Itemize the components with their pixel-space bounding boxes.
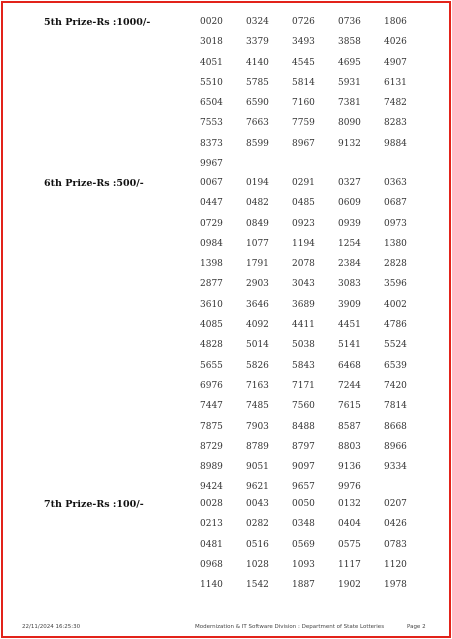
ticket-number: 8989	[200, 462, 223, 473]
ticket-number: 7163	[246, 380, 269, 391]
ticket-number: 4085	[200, 320, 223, 331]
ticket-number: 7759	[292, 118, 315, 129]
ticket-number: 8373	[200, 138, 223, 149]
ticket-number: 9334	[384, 462, 407, 473]
ticket-number: 6504	[200, 98, 223, 109]
ticket-number: 4786	[384, 320, 407, 331]
ticket-number: 0132	[338, 499, 361, 509]
ticket-number: 5814	[292, 77, 315, 88]
ticket-number: 0968	[200, 559, 223, 570]
ticket-number: 5510	[200, 77, 223, 88]
ticket-number: 5931	[338, 77, 361, 88]
ticket-number: 6131	[384, 77, 407, 88]
ticket-number: 7903	[246, 421, 269, 432]
ticket-number: 0426	[384, 519, 407, 530]
ticket-number: 4451	[338, 320, 361, 331]
ticket-number: 0609	[338, 198, 361, 209]
ticket-number: 8966	[384, 441, 407, 452]
ticket-number: 8599	[246, 138, 269, 149]
ticket-number: 8797	[292, 441, 315, 452]
ticket-number: 3646	[246, 299, 269, 310]
ticket-number: 0067	[200, 178, 223, 188]
ticket-number: 0575	[338, 539, 361, 550]
ticket-number: 3493	[292, 37, 315, 48]
ticket-number: 1978	[384, 580, 407, 591]
ticket-number: 1077	[246, 238, 269, 249]
ticket-number: 7615	[338, 401, 361, 412]
ticket-number: 5524	[384, 340, 407, 351]
ticket-number: 7814	[384, 401, 407, 412]
ticket-number: 0404	[338, 519, 361, 530]
ticket-number: 3596	[384, 279, 407, 290]
ticket-number: 7482	[384, 98, 407, 109]
ticket-number: 0050	[292, 499, 315, 509]
ticket-number: 9884	[384, 138, 407, 149]
ticket-number: 0939	[338, 218, 361, 229]
ticket-number: 8587	[338, 421, 361, 432]
ticket-number: 5826	[246, 360, 269, 371]
sixth-prize-numbers	[200, 178, 430, 503]
ticket-number: 1791	[246, 259, 269, 270]
ticket-number: 0363	[384, 178, 407, 188]
ticket-number: 1028	[246, 559, 269, 570]
ticket-number: 5014	[246, 340, 269, 351]
ticket-number: 7420	[384, 380, 407, 391]
ticket-number: 7447	[200, 401, 223, 412]
ticket-number: 0481	[200, 539, 223, 550]
ticket-number: 8488	[292, 421, 315, 432]
footer-datetime: 22/11/2024 16:25:30	[22, 624, 81, 630]
ticket-number: 7381	[338, 98, 361, 109]
ticket-number: 8789	[246, 441, 269, 452]
ticket-number: 1117	[338, 559, 361, 570]
ticket-number: 8967	[292, 138, 315, 149]
ticket-number: 8803	[338, 441, 361, 452]
seventh-prize-title: 7th Prize-Rs :100/-	[44, 499, 144, 510]
fifth-prize-numbers	[200, 17, 430, 179]
ticket-number: 9097	[292, 462, 315, 473]
ticket-number: 2877	[200, 279, 223, 290]
ticket-number: 1093	[292, 559, 315, 570]
ticket-number: 0849	[246, 218, 269, 229]
ticket-number: 1902	[338, 580, 361, 591]
sixth-prize-title: 6th Prize-Rs :500/-	[44, 178, 144, 189]
ticket-number: 7553	[200, 118, 223, 129]
ticket-number: 9136	[338, 462, 361, 473]
ticket-number: 0516	[246, 539, 269, 550]
ticket-number: 0207	[384, 499, 407, 509]
ticket-number: 1120	[384, 559, 407, 570]
ticket-number: 4828	[200, 340, 223, 351]
ticket-number: 5843	[292, 360, 315, 371]
fifth-prize-title: 5th Prize-Rs :1000/-	[44, 17, 151, 28]
ticket-number: 4140	[246, 57, 269, 68]
ticket-number: 5038	[292, 340, 315, 351]
ticket-number: 7244	[338, 380, 361, 391]
ticket-number: 0973	[384, 218, 407, 229]
ticket-number: 4092	[246, 320, 269, 331]
ticket-number: 4026	[384, 37, 407, 48]
ticket-number: 0984	[200, 238, 223, 249]
ticket-number: 0482	[246, 198, 269, 209]
ticket-number: 0447	[200, 198, 223, 209]
ticket-number: 2384	[338, 259, 361, 270]
ticket-number: 8283	[384, 118, 407, 129]
footer-division: Modernization & IT Software Division : Department of State Lotteries	[195, 624, 385, 630]
ticket-number: 6539	[384, 360, 407, 371]
ticket-number: 0043	[246, 499, 269, 509]
ticket-number: 2078	[292, 259, 315, 270]
ticket-number: 7160	[292, 98, 315, 109]
ticket-number: 0194	[246, 178, 269, 188]
ticket-number: 1542	[246, 580, 269, 591]
ticket-number: 0324	[246, 17, 269, 27]
ticket-number: 7171	[292, 380, 315, 391]
ticket-number: 6976	[200, 380, 223, 391]
ticket-number: 1140	[200, 580, 223, 591]
ticket-number: 9424	[200, 482, 223, 493]
ticket-number: 1380	[384, 238, 407, 249]
ticket-number: 5141	[338, 340, 361, 351]
ticket-number: 2903	[246, 279, 269, 290]
ticket-number: 7875	[200, 421, 223, 432]
ticket-number: 4695	[338, 57, 361, 68]
ticket-number: 1806	[384, 17, 407, 27]
ticket-number: 9051	[246, 462, 269, 473]
ticket-number: 7560	[292, 401, 315, 412]
ticket-number: 7663	[246, 118, 269, 129]
ticket-number: 5785	[246, 77, 269, 88]
ticket-number: 3018	[200, 37, 223, 48]
ticket-number: 4411	[292, 320, 315, 331]
ticket-number: 8668	[384, 421, 407, 432]
ticket-number: 5655	[200, 360, 223, 371]
ticket-number: 4002	[384, 299, 407, 310]
ticket-number: 3379	[246, 37, 269, 48]
ticket-number: 0213	[200, 519, 223, 530]
ticket-number: 0736	[338, 17, 361, 27]
ticket-number: 0923	[292, 218, 315, 229]
ticket-number: 8729	[200, 441, 223, 452]
ticket-number: 0726	[292, 17, 315, 27]
ticket-number: 8090	[338, 118, 361, 129]
ticket-number: 0348	[292, 519, 315, 530]
ticket-number: 0020	[200, 17, 223, 27]
ticket-number: 1194	[292, 238, 315, 249]
ticket-number: 0291	[292, 178, 315, 188]
ticket-number: 9967	[200, 159, 223, 170]
ticket-number: 3083	[338, 279, 361, 290]
ticket-number: 1398	[200, 259, 223, 270]
ticket-number: 0687	[384, 198, 407, 209]
ticket-number: 0569	[292, 539, 315, 550]
ticket-number: 9621	[246, 482, 269, 493]
ticket-number: 9132	[338, 138, 361, 149]
ticket-number: 0485	[292, 198, 315, 209]
ticket-number: 6590	[246, 98, 269, 109]
ticket-number: 3043	[292, 279, 315, 290]
ticket-number: 3909	[338, 299, 361, 310]
page-footer	[0, 624, 452, 634]
ticket-number: 1254	[338, 238, 361, 249]
ticket-number: 3689	[292, 299, 315, 310]
ticket-number: 1887	[292, 580, 315, 591]
ticket-number: 0783	[384, 539, 407, 550]
ticket-number: 0729	[200, 218, 223, 229]
ticket-number: 9976	[338, 482, 361, 493]
ticket-number: 0028	[200, 499, 223, 509]
ticket-number: 2828	[384, 259, 407, 270]
footer-page-number: Page 2	[407, 624, 426, 630]
ticket-number: 3610	[200, 299, 223, 310]
ticket-number: 0327	[338, 178, 361, 188]
seventh-prize-numbers	[200, 499, 430, 600]
ticket-number: 7485	[246, 401, 269, 412]
ticket-number: 3858	[338, 37, 361, 48]
ticket-number: 6468	[338, 360, 361, 371]
ticket-number: 0282	[246, 519, 269, 530]
ticket-number: 4545	[292, 57, 315, 68]
ticket-number: 4907	[384, 57, 407, 68]
ticket-number: 9657	[292, 482, 315, 493]
ticket-number: 4051	[200, 57, 223, 68]
